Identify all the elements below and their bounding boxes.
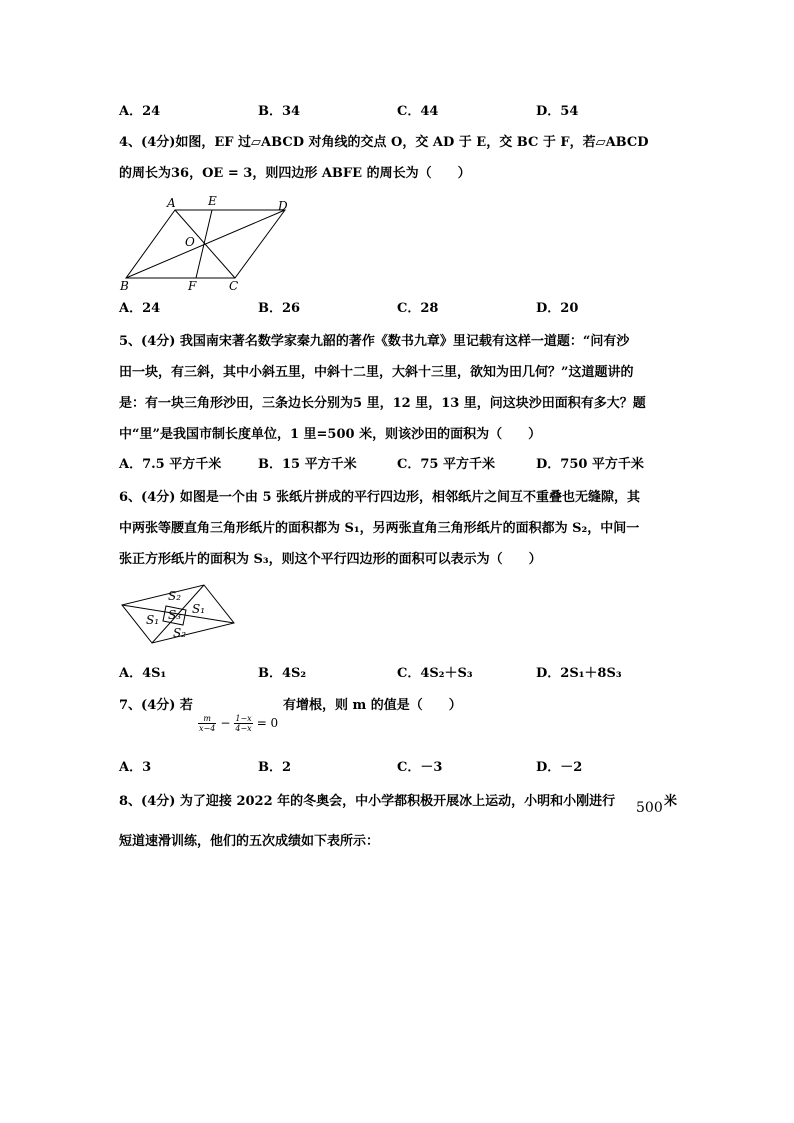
q7-fraction-1: $\frac{m}{x-4}$ (199, 713, 216, 733)
q5-stem-line4: 中“里”是我国市制长度单位，1 里=500 米，则该沙田的面积为（ ） (119, 427, 542, 442)
label-D: D (278, 199, 288, 213)
q5-option-a: A．7.5 平方千米 (119, 457, 222, 472)
label-C: C (229, 279, 239, 292)
q6-parallelogram-figure (118, 583, 240, 653)
label-O: O (185, 235, 195, 249)
label-E: E (208, 194, 217, 208)
q5-stem-line3: 是：有一块三角形沙田，三条边长分别为5 里，12 里，13 里，问这块沙田面积有多大？题 (119, 396, 646, 411)
q4-stem-line2: 的周长为36，OE = 3，则四边形 ABFE 的周长为（ ） (119, 166, 471, 181)
q4-option-a: A．24 (119, 301, 161, 316)
label-B: B (120, 279, 129, 292)
q4-option-c: C．28 (397, 301, 439, 316)
label-s3: S₃ (168, 608, 182, 622)
label-A: A (167, 196, 176, 210)
q6-option-d: D．2S₁＋8S₃ (536, 666, 622, 681)
q4-stem-line1: 4、(4分)如图，EF 过▱ABCD 对角线的交点 O，交 AD 于 E，交 BC 于 F，若▱ABCD (119, 135, 649, 150)
q5-stem-line1: 5、(4分) 我国南宋著名数学家秦九韶的著作《数书九章》里记载有这样一道题：“问有沙 (119, 334, 630, 349)
q7-stem-prefix: 7、(4分) 若 (119, 698, 193, 713)
q6-option-b: B．4S₂ (258, 666, 307, 681)
q5-option-c: C．75 平方千米 (397, 457, 495, 472)
q8-distance-number: 500 (636, 800, 663, 816)
q7-stem-suffix: 有增根，则 m 的值是（ ） (283, 698, 462, 713)
q7-option-b: B．2 (258, 760, 292, 775)
q5-option-d: D．750 平方千米 (536, 457, 644, 472)
q6-stem-line1: 6、(4分) 如图是一个由 5 张纸片拼成的平行四边形，相邻纸片之间互不重叠也无缝隙，其 (119, 490, 641, 505)
q8-stem-line1: 8、(4分) 为了迎接 2022 年的冬奥会，中小学都积极开展冰上运动，小明和小刚进行 (119, 794, 616, 809)
label-s1-left: S₁ (146, 613, 160, 627)
q7-option-a: A．3 (119, 760, 152, 775)
label-s1-right: S₁ (192, 602, 206, 616)
label-s2-bottom: S₂ (173, 626, 187, 640)
q5-option-b: B．15 平方千米 (258, 457, 357, 472)
q6-stem-line3: 张正方形纸片的面积为 S₃，则这个平行四边形的面积可以表示为（ ） (119, 552, 542, 567)
q6-option-a: A．4S₁ (119, 666, 167, 681)
q7-equation: $\frac{m}{x-4}$ − $\frac{1-x}{4-x}$ = 0 (199, 713, 279, 733)
q5-stem-line2: 田一块，有三斜，其中小斜五里，中斜十二里，大斜十三里，欲知为田几何？”这道题讲的 (119, 365, 634, 380)
q6-option-c: C．4S₂＋S₃ (397, 666, 473, 681)
q4-option-d: D．20 (536, 301, 579, 316)
label-F: F (188, 279, 197, 292)
q6-stem-line2: 中两张等腰直角三角形纸片的面积都为 S₁，另两张直角三角形纸片的面积都为 S₂，中间一 (119, 521, 640, 536)
q7-option-c: C．－3 (397, 760, 443, 775)
q3-option-b: B．34 (258, 104, 301, 119)
q4-option-b: B．26 (258, 301, 301, 316)
q3-option-c: C．44 (397, 104, 439, 119)
q3-option-d: D．54 (536, 104, 579, 119)
q7-fraction-2: $\frac{1-x}{4-x}$ (235, 713, 252, 733)
q8-stem-line2: 短道速滑训练，他们的五次成绩如下表所示： (119, 834, 380, 849)
q3-option-a: A．24 (119, 104, 161, 119)
q8-distance-unit: 米 (664, 794, 678, 809)
label-s2-top: S₂ (168, 589, 182, 603)
q4-parallelogram-figure (115, 192, 300, 292)
q7-option-d: D．－2 (536, 760, 583, 775)
